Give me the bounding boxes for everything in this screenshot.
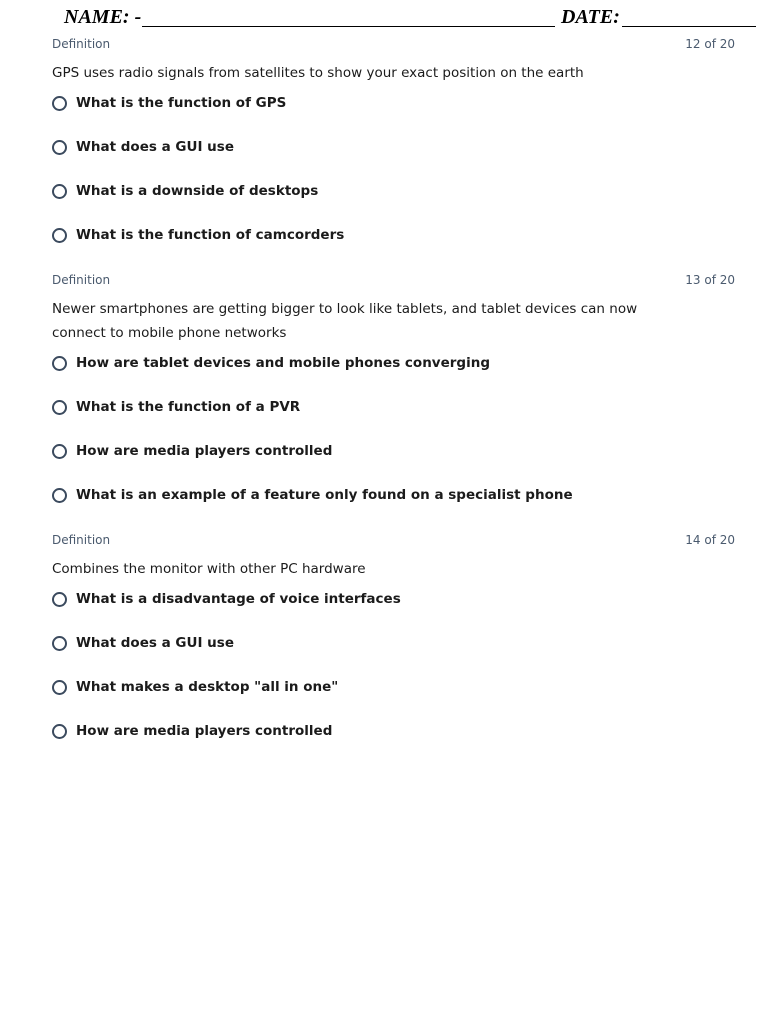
answer-option[interactable] <box>52 399 735 443</box>
radio-button[interactable] <box>52 592 67 607</box>
question-card <box>52 533 735 767</box>
radio-button[interactable] <box>52 228 67 243</box>
question-card <box>52 37 735 271</box>
date-blank-line[interactable] <box>622 26 756 27</box>
date-label: DATE: <box>561 6 620 28</box>
name-blank-line[interactable] <box>142 26 555 27</box>
radio-button[interactable] <box>52 636 67 651</box>
answer-option-label: What is the function of camcorders <box>76 227 345 243</box>
answer-options <box>52 355 735 531</box>
radio-button[interactable] <box>52 488 67 503</box>
radio-button[interactable] <box>52 724 67 739</box>
answer-option[interactable] <box>52 635 735 679</box>
radio-button[interactable] <box>52 140 67 155</box>
answer-option-label: How are tablet devices and mobile phones converging <box>76 355 490 371</box>
answer-option-label: What is an example of a feature only found on a specialist phone <box>76 487 573 503</box>
answer-option[interactable] <box>52 723 735 767</box>
radio-button[interactable] <box>52 400 67 415</box>
question-meta <box>52 273 735 289</box>
answer-option[interactable] <box>52 591 735 635</box>
question-meta <box>52 533 735 549</box>
worksheet-header <box>64 6 756 30</box>
radio-button[interactable] <box>52 680 67 695</box>
answer-option-label: What is a disadvantage of voice interfaces <box>76 591 401 607</box>
answer-option-label: What is the function of GPS <box>76 95 287 111</box>
name-label: NAME: - <box>64 6 142 28</box>
answer-options <box>52 591 735 767</box>
question-card <box>52 273 735 531</box>
answer-option-label: What makes a desktop "all in one" <box>76 679 339 695</box>
answer-option[interactable] <box>52 139 735 183</box>
question-prompt: Combines the monitor with other PC hardware <box>52 561 366 577</box>
radio-button[interactable] <box>52 184 67 199</box>
answer-option[interactable] <box>52 679 735 723</box>
answer-option-label: What is the function of a PVR <box>76 399 301 415</box>
answer-option[interactable] <box>52 487 735 531</box>
question-type: Definition <box>52 273 111 287</box>
question-prompt: GPS uses radio signals from satellites to show your exact position on the earth <box>52 65 584 81</box>
answer-option-label: What does a GUI use <box>76 139 234 155</box>
radio-button[interactable] <box>52 96 67 111</box>
answer-option[interactable] <box>52 355 735 399</box>
answer-option-label: What is a downside of desktops <box>76 183 319 199</box>
radio-button[interactable] <box>52 444 67 459</box>
question-meta <box>52 37 735 53</box>
answer-option[interactable] <box>52 443 735 487</box>
answer-option[interactable] <box>52 227 735 271</box>
answer-option[interactable] <box>52 183 735 227</box>
answer-option-label: What does a GUI use <box>76 635 234 651</box>
question-prompt: Newer smartphones are getting bigger to look like tablets, and tablet devices can now connect to mobile phone networks <box>52 301 638 341</box>
question-type: Definition <box>52 37 111 51</box>
question-counter: 13 of 20 <box>685 273 735 287</box>
question-counter: 12 of 20 <box>685 37 735 51</box>
question-type: Definition <box>52 533 111 547</box>
answer-option[interactable] <box>52 95 735 139</box>
answer-option-label: How are media players controlled <box>76 723 333 739</box>
answer-option-label: How are media players controlled <box>76 443 333 459</box>
answer-options <box>52 95 735 271</box>
radio-button[interactable] <box>52 356 67 371</box>
question-counter: 14 of 20 <box>685 533 735 547</box>
